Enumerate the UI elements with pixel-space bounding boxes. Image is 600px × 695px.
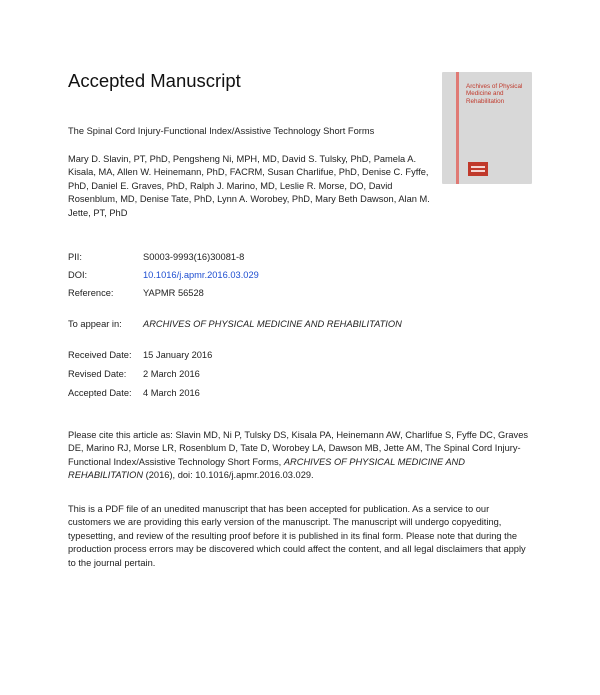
- revised-label: Revised Date:: [68, 369, 127, 379]
- citation-doi: (2016), doi: 10.1016/j.apmr.2016.03.029.: [143, 470, 314, 481]
- journal-cover-image: [442, 72, 532, 184]
- received-date: 15 January 2016: [143, 350, 213, 360]
- cover-spine: [456, 72, 459, 184]
- reference-value: YAPMR 56528: [143, 288, 204, 298]
- citation-paragraph: [68, 429, 530, 483]
- author-list: Mary D. Slavin, PT, PhD, Pengsheng Ni, MPH, MD, David S. Tulsky, PhD, Pamela A. Kisala, MA, Allen W. Heinemann, PhD, FACRM, Susan Charlifue, PhD, Denise C. Fyffe, PhD, Daniel E. Graves, PhD, Ralph J. Marino, MD, Leslie R. Morse, DO, David Rosenblum, MD, Denise Tate, PhD, Lynn A. Worobey, PhD, Mary Beth Dawson, Alan M. Jette, PT, PhD: [68, 154, 430, 218]
- revised-date: 2 March 2016: [143, 369, 200, 379]
- accepted-date: 4 March 2016: [143, 388, 200, 398]
- disclaimer-paragraph: This is a PDF file of an unedited manuscript that has been accepted for publication. As a service to our customers we are providing this early version of the manuscript. The manuscript will undergo copyediting, typesetting, and review of the resulting proof before it is published in its final form. Please note that during the production process errors may be discovered which could affect the content, and all legal disclaimers that apply to the journal pertain.: [68, 504, 526, 568]
- citation-text: Please cite this article as: Slavin MD, Ni P, Tulsky DS, Kisala PA, Heinemann AW, Charlifue S, Fyffe DC, Graves DE, Marino RJ, Morse LR, Rosenblum D, Tate D, Worobey LA, Dawson MB, Jette AM, The Spinal Cord Injury-Functional Index/Assistive Technology Short Forms,: [68, 430, 529, 467]
- cover-journal-title: Archives of Physical Medicine and Rehabilitation: [466, 83, 523, 105]
- citation-journal: ARCHIVES OF PHYSICAL MEDICINE AND REHABILITATION: [68, 456, 465, 481]
- doi-label: DOI:: [68, 270, 88, 280]
- journal-name: ARCHIVES OF PHYSICAL MEDICINE AND REHABILITATION: [143, 319, 402, 329]
- page-heading: Accepted Manuscript: [68, 70, 241, 91]
- pii-value: S0003-9993(16)30081-8: [143, 252, 245, 262]
- received-label: Received Date:: [68, 350, 132, 360]
- appear-label: To appear in:: [68, 319, 122, 329]
- pii-label: PII:: [68, 252, 82, 262]
- article-title: The Spinal Cord Injury-Functional Index/Assistive Technology Short Forms: [68, 126, 375, 136]
- reference-label: Reference:: [68, 288, 114, 298]
- journal-logo-icon: [466, 160, 490, 180]
- accepted-label: Accepted Date:: [68, 388, 132, 398]
- doi-link[interactable]: 10.1016/j.apmr.2016.03.029: [143, 270, 259, 280]
